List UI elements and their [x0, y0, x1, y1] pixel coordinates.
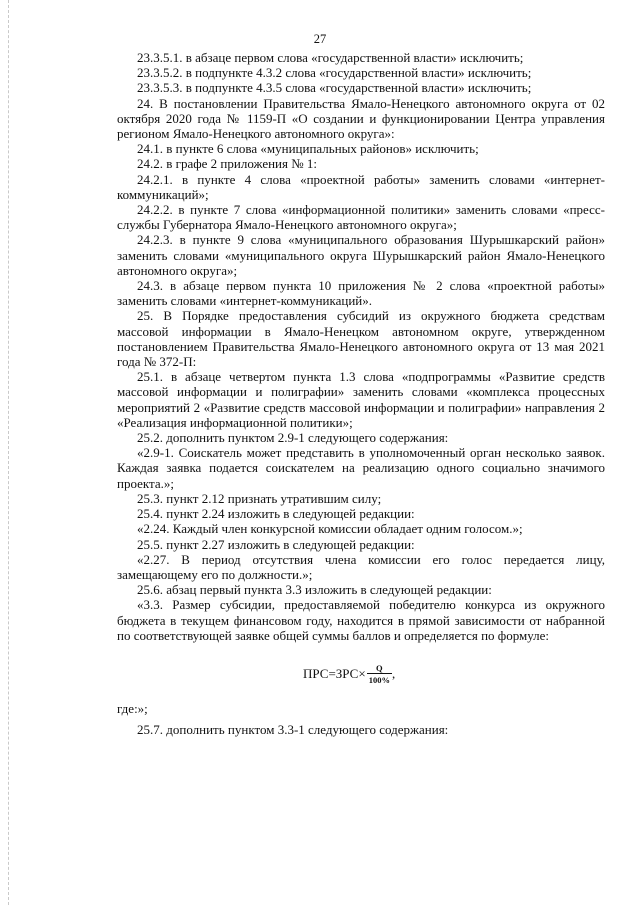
paragraph-24: 24. В постановлении Правительства Ямало-Ненецкого автономного округа от 02 октября 2020 года № 1159-П «О создании и функционировании Центра управления регионом Ямало-Ненецкого автономного округа»:: [117, 95, 605, 142]
page-number: 27: [313, 32, 327, 46]
paragraph-23-3-5-2: 23.3.5.2. в подпункте 4.3.2 слова «государственной власти» исключить;: [137, 65, 532, 81]
paragraph-25-5: 25.5. пункт 2.27 изложить в следующей редакции:: [137, 536, 415, 552]
paragraph-24-2-2: 24.2.2. в пункте 7 слова «информационной политики» заменить словами «пресс-службы Губернатора Ямало-Ненецкого автономного округа»;: [117, 202, 605, 233]
paragraph-24-2-1: 24.2.1. в пункте 4 слова «проектной работы» заменить словами «интернет-коммуникаций»;: [117, 171, 605, 202]
paragraph-2-24: «2.24. Каждый член конкурсной комиссии обладает одним голосом.»;: [137, 521, 523, 537]
formula-where-line: где:»;: [117, 700, 148, 716]
subsidy-formula: [117, 657, 605, 691]
document-body: [117, 50, 605, 737]
paragraph-24-2-3: 24.2.3. в пункте 9 слова «муниципального образования Шурышкарский район» заменить словами «муниципального округа Шурышкарский район Ямало-Ненецкого автономного округа»;: [117, 232, 605, 278]
paragraph-24-3: 24.3. в абзаце первом пункта 10 приложения № 2 слова «проектной работы» заменить словами «интернет-коммуникаций».: [117, 278, 605, 309]
paragraph-25-1: 25.1. в абзаце четвертом пункта 1.3 слова «подпрограммы «Развитие средств массовой информации и полиграфии» заменить словами «комплекса процессных мероприятий 2 «Развитие средств массовой информации и полиграфии» направления 2 «Реализация информационной политики»;: [117, 369, 605, 430]
paragraph-25: 25. В Порядке предоставления субсидий из окружного бюджета средствам массовой информации в Ямало-Ненецком автономном округе, утвержденном постановлением Правительства Ямало-Ненецкого автономного округа от 13 мая 2021 года № 372-П:: [117, 308, 605, 370]
formula-denominator: 100%: [368, 674, 390, 685]
scan-margin-line: [8, 0, 9, 905]
formula-numerator: Q: [376, 662, 383, 673]
formula-fraction: [367, 663, 392, 685]
paragraph-25-7: 25.7. дополнить пунктом 3.3-1 следующего содержания:: [137, 722, 449, 738]
paragraph-25-4: 25.4. пункт 2.24 изложить в следующей редакции:: [137, 506, 415, 522]
paragraph-25-2: 25.2. дополнить пунктом 2.9-1 следующего содержания:: [137, 430, 449, 446]
paragraph-23-3-5-1: 23.3.5.1. в абзаце первом слова «государственной власти» исключить;: [137, 50, 524, 65]
paragraph-2-27: «2.27. В период отсутствия члена комиссии его голос передается лицу, замещающему его по должности.»;: [117, 551, 605, 582]
paragraph-24-2: 24.2. в графе 2 приложения № 1:: [137, 156, 318, 172]
paragraph-23-3-5-3: 23.3.5.3. в подпункте 4.3.5 слова «государственной власти» исключить;: [137, 80, 532, 96]
paragraph-25-6: 25.6. абзац первый пункта 3.3 изложить в следующей редакции:: [137, 582, 492, 598]
paragraph-24-1: 24.1. в пункте 6 слова «муниципальных районов» исключить;: [137, 141, 479, 157]
formula-lhs: ПРС=ЗРС×: [303, 666, 366, 682]
paragraph-3-3: «3.3. Размер субсидии, предоставляемой победителю конкурса из окружного бюджета в текущем финансовом году, находится в прямой зависимости от набранной по соответствующей заявке общей суммы баллов и определяется по формуле:: [117, 597, 605, 643]
paragraph-25-3: 25.3. пункт 2.12 признать утратившим силу;: [137, 490, 382, 506]
formula-tail: ,: [391, 666, 396, 682]
paragraph-2-9-1: «2.9-1. Соискатель может представить в уполномоченный орган несколько заявок. Каждая заявка подается соискателем на реализацию одного социально значимого проекта.»;: [117, 445, 605, 491]
